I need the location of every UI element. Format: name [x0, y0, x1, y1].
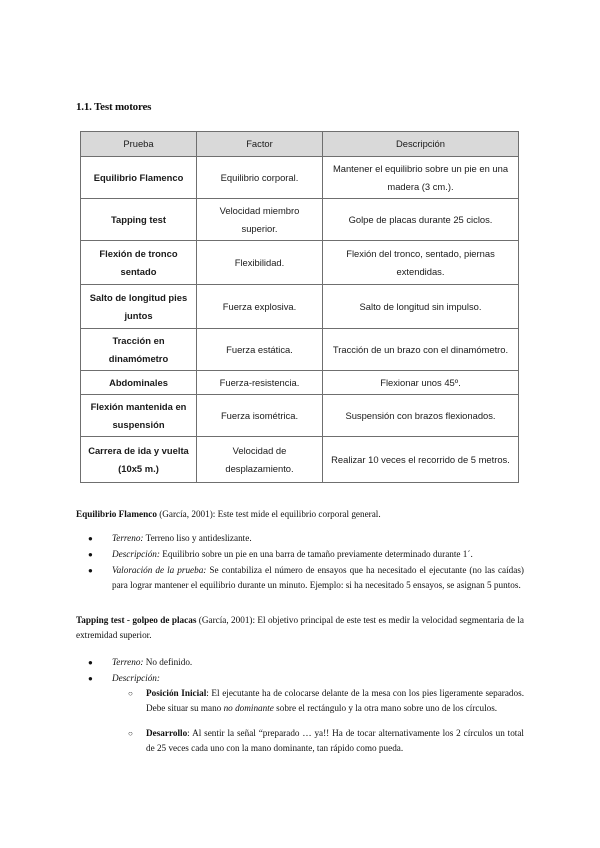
tapping-text: (García, 2001): El objetivo principal de este test es medir la velocidad segmentaria de la extremidad superior. [76, 615, 524, 640]
sub-text: : Al sentir la señal “preparado … ya!! Ha de tocar alternativamente los 2 círculos un total de 25 veces cada uno con la mano dominante, tan rápido como pueda. [146, 728, 524, 753]
bullet-label: Descripción: [112, 549, 160, 559]
cell-prueba: Tapping test [81, 199, 197, 241]
cell-factor: Velocidad miembro superior. [197, 199, 323, 241]
bullet-dot-icon: ● [88, 674, 93, 683]
bullet-circle-icon: ○ [128, 689, 133, 698]
header-factor: Factor [197, 132, 323, 157]
list-item [112, 547, 524, 562]
equilibrio-paragraph [76, 507, 524, 522]
sub-italic: no dominante [223, 703, 274, 713]
cell-descripcion: Realizar 10 veces el recorrido de 5 metros. [323, 437, 519, 483]
table-row [81, 371, 519, 395]
cell-prueba: Salto de longitud pies juntos [81, 285, 197, 329]
list-item [112, 563, 524, 593]
cell-descripcion: Suspensión con brazos flexionados. [323, 395, 519, 437]
list-item [146, 686, 524, 716]
cell-descripcion: Flexionar unos 45º. [323, 371, 519, 395]
motor-tests-table [80, 131, 519, 483]
cell-factor: Equilibrio corporal. [197, 157, 323, 199]
table-row [81, 157, 519, 199]
cell-prueba: Equilibrio Flamenco [81, 157, 197, 199]
cell-descripcion: Mantener el equilibrio sobre un pie en una madera (3 cm.). [323, 157, 519, 199]
bullet-text: Se contabiliza el número de ensayos que ha necesitado el ejecutante (no las caídas) para lograr mantener el equilibrio durante un minuto. Ejemplo: si ha necesitado 5 ensayos, se asignan 5 puntos. [112, 565, 524, 590]
cell-factor: Fuerza estática. [197, 329, 323, 371]
cell-prueba: Tracción en dinamómetro [81, 329, 197, 371]
bullet-dot-icon: ● [88, 658, 93, 667]
equilibrio-text: (García, 2001): Este test mide el equilibrio corporal general. [156, 509, 381, 519]
section-heading: 1.1. Test motores [76, 101, 152, 113]
table-header-row [81, 132, 519, 157]
sub-label: Desarrollo [146, 728, 188, 738]
table-row [81, 285, 519, 329]
bullet-text: No definido. [143, 657, 193, 667]
cell-descripcion: Flexión del tronco, sentado, piernas extendidas. [323, 241, 519, 285]
table-row [81, 437, 519, 483]
sub-text: : El ejecutante ha de colocarse delante de la mesa con los pies ligeramente separados. Debe situar su mano [146, 688, 524, 713]
sub-label: Posición Inicial [146, 688, 207, 698]
bullet-text: Equilibrio sobre un pie en una barra de tamaño previamente determinado durante 1´. [159, 549, 473, 559]
cell-prueba: Flexión mantenida en suspensión [81, 395, 197, 437]
bullet-label: Terreno: [112, 533, 144, 543]
bullet-label: Terreno: [112, 657, 144, 667]
cell-factor: Flexibilidad. [197, 241, 323, 285]
cell-descripcion: Golpe de placas durante 25 ciclos. [323, 199, 519, 241]
header-descripcion: Descripción [323, 132, 519, 157]
bullet-text: Terreno liso y antideslizante. [143, 533, 252, 543]
list-item [146, 726, 524, 756]
bullet-dot-icon: ● [88, 534, 93, 543]
list-item [112, 671, 524, 686]
table-row [81, 199, 519, 241]
cell-factor: Fuerza isométrica. [197, 395, 323, 437]
bullet-label: Descripción: [112, 673, 160, 683]
header-prueba: Prueba [81, 132, 197, 157]
cell-descripcion: Salto de longitud sin impulso. [323, 285, 519, 329]
cell-prueba: Flexión de tronco sentado [81, 241, 197, 285]
bullet-label: Valoración de la prueba: [112, 565, 207, 575]
tapping-paragraph [76, 613, 524, 643]
bullet-dot-icon: ● [88, 566, 93, 575]
cell-descripcion: Tracción de un brazo con el dinamómetro. [323, 329, 519, 371]
bullet-circle-icon: ○ [128, 729, 133, 738]
cell-prueba: Abdominales [81, 371, 197, 395]
tapping-title: Tapping test - golpeo de placas [76, 615, 197, 625]
cell-factor: Fuerza explosiva. [197, 285, 323, 329]
cell-prueba: Carrera de ida y vuelta (10x5 m.) [81, 437, 197, 483]
list-item [112, 655, 524, 670]
cell-factor: Fuerza-resistencia. [197, 371, 323, 395]
sub-text-end: sobre el rectángulo y la otra mano sobre uno de los círculos. [273, 703, 498, 713]
table-row [81, 329, 519, 371]
equilibrio-title: Equilibrio Flamenco [76, 509, 157, 519]
cell-factor: Velocidad de desplazamiento. [197, 437, 323, 483]
table-row [81, 241, 519, 285]
table-row [81, 395, 519, 437]
list-item [112, 531, 524, 546]
bullet-dot-icon: ● [88, 550, 93, 559]
